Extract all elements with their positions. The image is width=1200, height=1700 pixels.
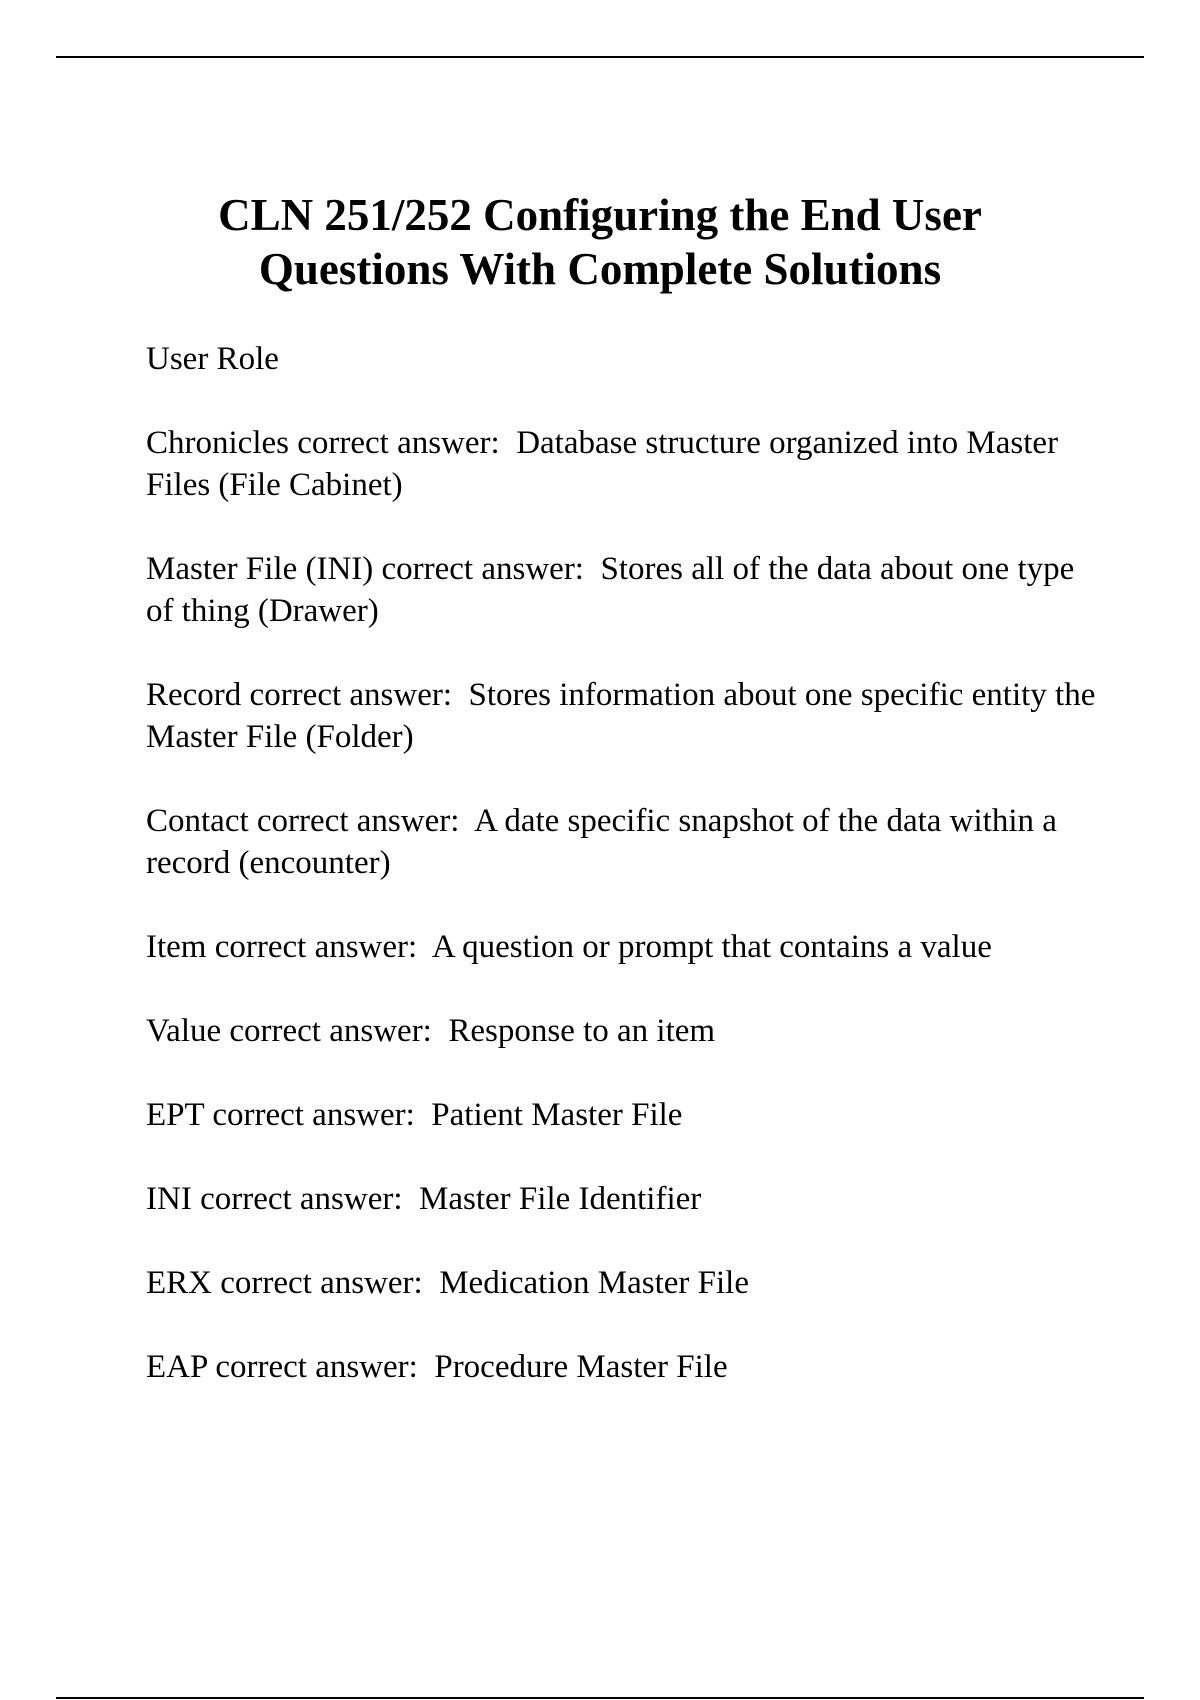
qa-answer: Response to an item (448, 1013, 716, 1049)
answer-marker: correct answer: (204, 1097, 432, 1133)
qa-term: Record (146, 677, 242, 713)
qa-entry (146, 800, 1106, 884)
qa-entry (146, 1178, 1106, 1220)
qa-answer: Master File Identifier (419, 1181, 702, 1217)
title-line-2: Questions With Complete Solutions (258, 244, 942, 294)
answer-marker: correct answer: (206, 929, 432, 965)
qa-answer: Patient Master File (431, 1097, 683, 1133)
qa-entry (146, 1094, 1106, 1136)
qa-entry (146, 674, 1106, 758)
qa-list (146, 422, 1106, 1388)
answer-marker: correct answer: (241, 677, 469, 713)
qa-answer: Medication Master File (439, 1265, 749, 1301)
qa-term: INI (146, 1181, 192, 1217)
header-rule (56, 56, 1144, 58)
answer-marker: correct answer: (288, 425, 517, 461)
answer-marker: correct answer: (373, 551, 601, 587)
qa-term: Contact (146, 803, 249, 839)
qa-entry (146, 1010, 1106, 1052)
title-line-1: CLN 251/252 Configuring the End User (218, 190, 982, 240)
qa-term: EPT (146, 1097, 205, 1133)
section-label: User Role (146, 341, 279, 377)
qa-term: Master File (INI) (146, 551, 374, 587)
qa-term: Chronicles (146, 425, 289, 461)
document-body (146, 338, 1106, 1430)
qa-entry (146, 1346, 1106, 1388)
qa-answer: Database structure organized into Master Files (File Cabinet) (146, 425, 1067, 503)
answer-marker: correct answer: (191, 1181, 420, 1217)
qa-answer: Stores information about one specific entity the Master File (Folder) (146, 677, 1104, 755)
qa-answer: Stores all of the data about one type of thing (Drawer) (146, 551, 1083, 629)
answer-marker: correct answer: (248, 803, 475, 839)
qa-entry (146, 422, 1106, 506)
answer-marker: correct answer: (207, 1349, 435, 1385)
qa-answer: A date specific snapshot of the data within a record (encounter) (146, 803, 1066, 881)
qa-entry (146, 548, 1106, 632)
qa-term: Value (146, 1013, 222, 1049)
qa-term: EAP (146, 1349, 208, 1385)
qa-term: Item (146, 929, 207, 965)
answer-marker: correct answer: (221, 1013, 449, 1049)
answer-marker: correct answer: (212, 1265, 440, 1301)
qa-entry (146, 926, 1106, 968)
footer-rule (56, 1697, 1144, 1699)
qa-answer: Procedure Master File (434, 1349, 728, 1385)
qa-term: ERX (146, 1265, 212, 1301)
document-title (56, 188, 1144, 296)
qa-answer: A question or prompt that contains a value (431, 929, 992, 965)
qa-entry (146, 1262, 1106, 1304)
